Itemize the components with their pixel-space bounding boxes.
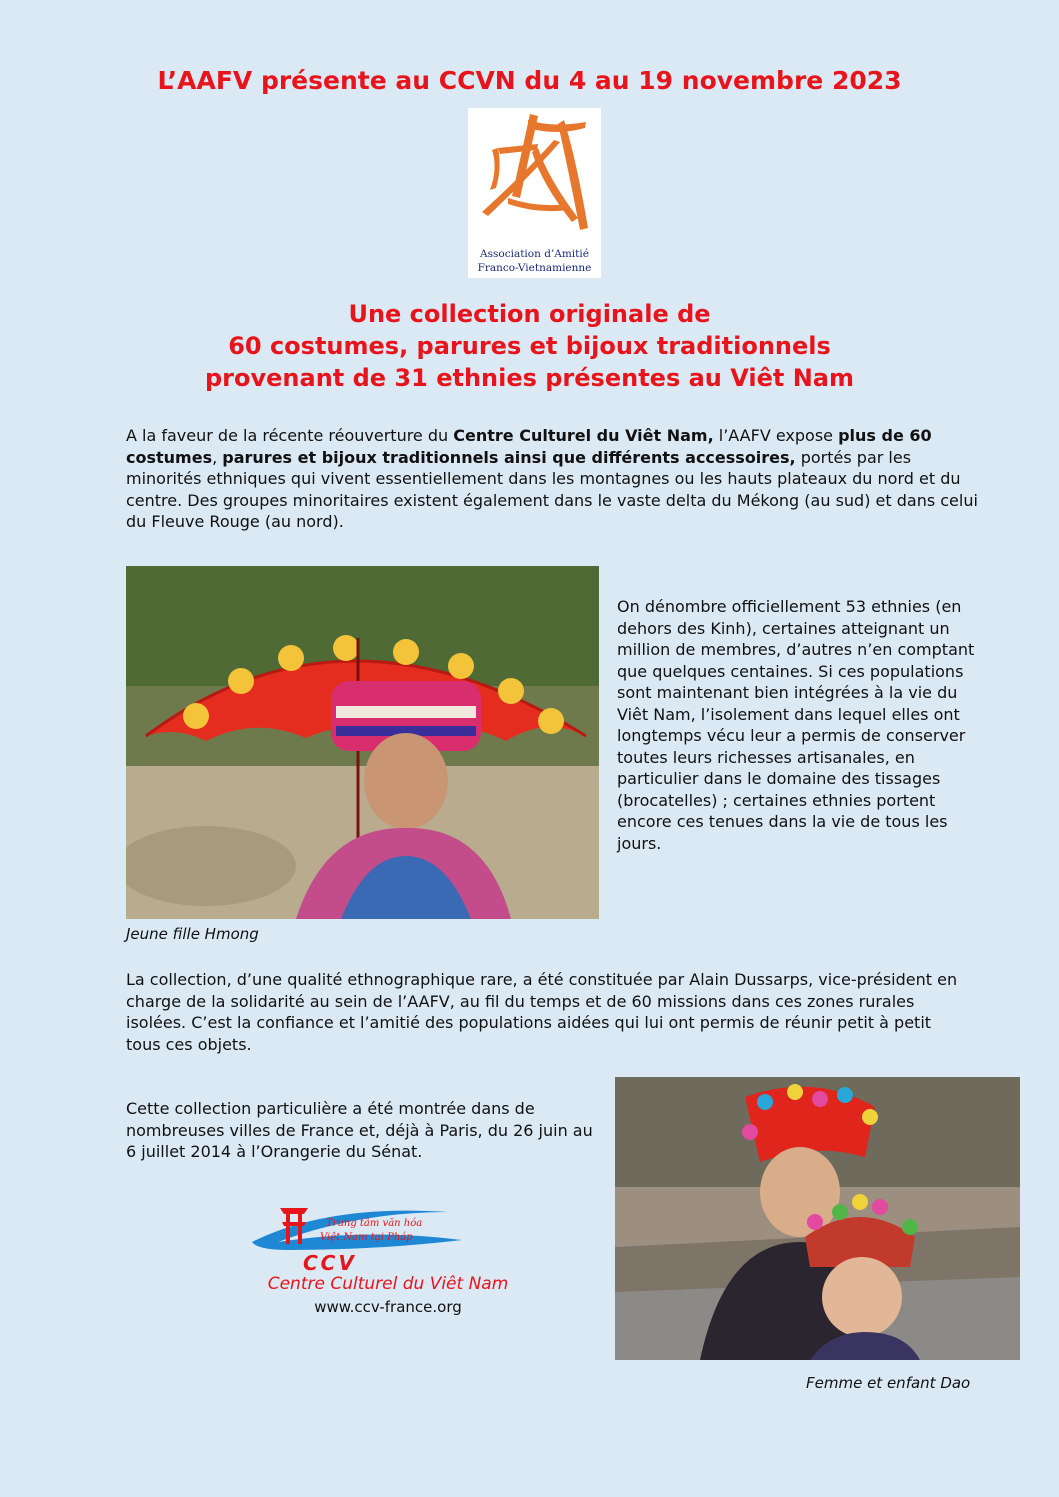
- ccv-script-line2: Việt Nam tại Pháp: [320, 1232, 413, 1243]
- intro-bold-2: plus de 60 costumes: [126, 426, 932, 467]
- aafv-logo-line1: Association d’Amitié: [480, 248, 589, 260]
- aafv-emblem-icon: [468, 108, 601, 248]
- ccv-script-line1: Trung tâm văn hóa: [326, 1218, 423, 1229]
- photo-hmong-girl: [126, 566, 599, 919]
- history-paragraph: Cette collection particulière a été montrée dans de nombreuses villes de France et, déjà à Paris, du 26 juin au 6 juillet 2014 à l’Orangerie du Sénat.: [126, 1099, 593, 1161]
- subtitle-line1: Une collection originale de: [348, 300, 711, 328]
- ccv-pagoda-icon: [248, 1198, 528, 1274]
- intro-text-1: A la faveur de la récente réouverture du: [126, 426, 454, 445]
- ccv-url-link[interactable]: www.ccv-france.org: [314, 1298, 462, 1316]
- ccv-abbr: CCV: [303, 1251, 357, 1274]
- intro-bold-3: parures et bijoux traditionnels ainsi que différents accessoires,: [222, 447, 796, 467]
- photo-dao-woman-child: [615, 1077, 1020, 1360]
- caption-hmong: Jeune fille Hmong: [126, 925, 259, 943]
- intro-text-3: ,: [212, 447, 223, 467]
- intro-paragraph: [126, 425, 986, 533]
- aafv-logo-line2: Franco-Vietnamienne: [477, 262, 592, 274]
- intro-text-2: l’AAFV expose: [713, 426, 839, 445]
- aafv-logo: [468, 108, 601, 278]
- subtitle: [0, 298, 1059, 394]
- subtitle-line2: 60 costumes, parures et bijoux traditionnels: [228, 332, 831, 360]
- subtitle-line3: provenant de 31 ethnies présentes au Viêt Nam: [205, 364, 854, 392]
- page-title: L’AAFV présente au CCVN du 4 au 19 novembre 2023: [157, 66, 902, 95]
- ccv-name: Centre Culturel du Viêt Nam: [267, 1274, 509, 1294]
- collection-paragraph: La collection, d’une qualité ethnographique rare, a été constituée par Alain Dussarps, vice-président en charge de la solidarité au sein de l’AAFV, au fil du temps et de 60 missions dans ces zones rurales isolées. C’est la confiance et l’amitié des populations aidées qui lui ont permis de réunir petit à petit tous ces objets.: [126, 970, 958, 1054]
- intro-text-4: portés par les minorités ethniques qui vivent essentiellement dans les montagnes ou les hauts plateaux du nord et du centre. Des groupes minoritaires existent également dans le vaste delta du Mékong (au sud) et dans celui du Fleuve Rouge (au nord).: [126, 447, 978, 531]
- intro-bold-1: Centre Culturel du Viêt Nam,: [453, 426, 714, 445]
- ethnies-paragraph: On dénombre officiellement 53 ethnies (en dehors des Kinh), certaines atteignant un million de membres, d’autres n’en comptant que quelques centaines. Si ces populations sont maintenant bien intégrées à la vie du Viêt Nam, l’isolement dans lequel elles ont longtemps vécu leur a permis de conserver toutes leurs richesses artisanales, en particulier dans le domaine des tissages (brocatelles) ; certaines ethnies portent encore ces tenues dans la vie de tous les jours.: [617, 597, 975, 853]
- caption-dao: Femme et enfant Dao: [806, 1374, 971, 1392]
